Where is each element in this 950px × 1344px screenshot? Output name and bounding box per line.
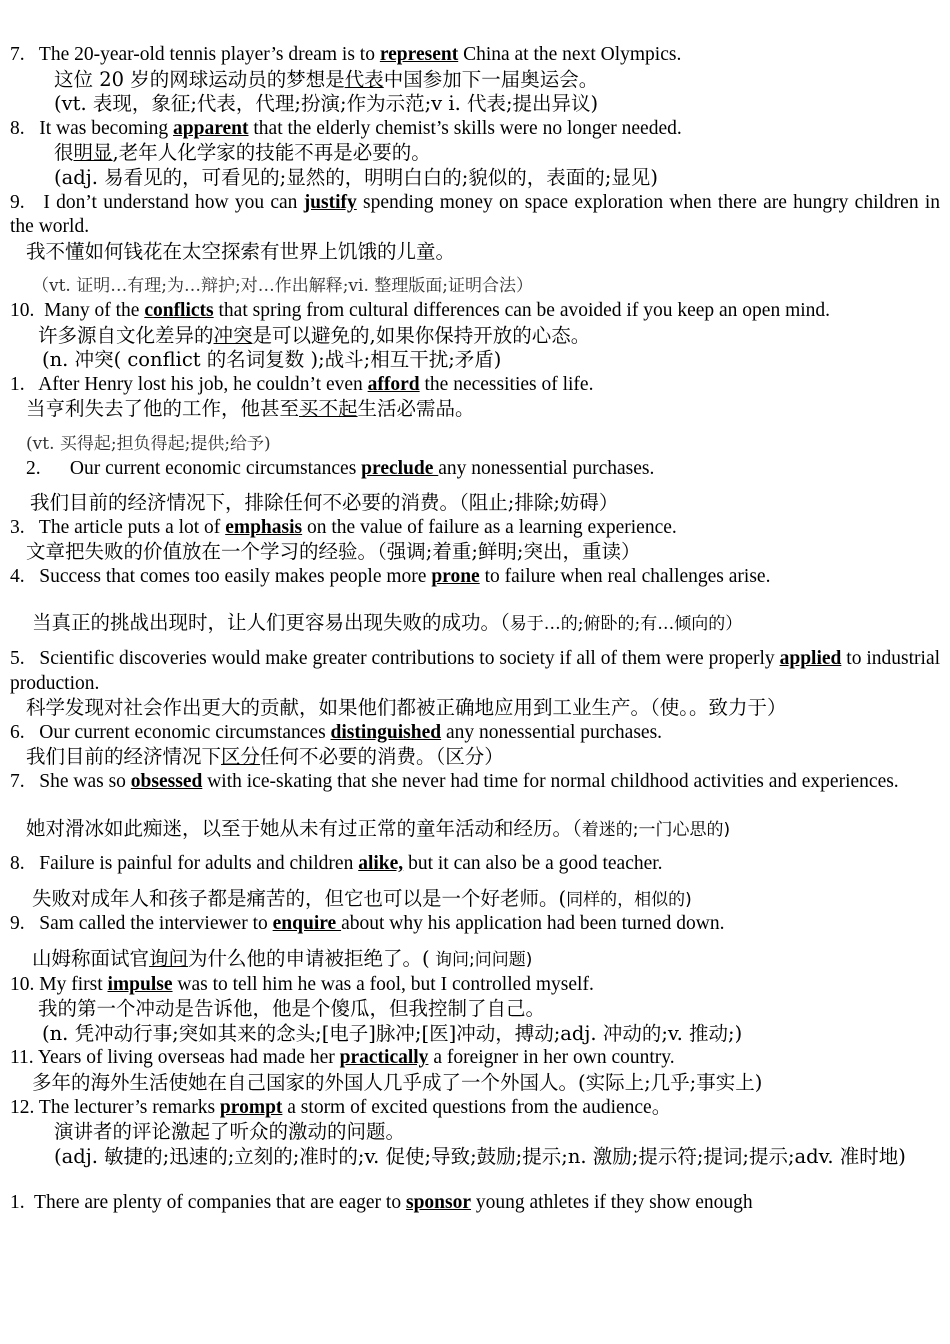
entry-sentence: 8. Failure is painful for adults and children alike, but it can also be a good teacher.: [10, 853, 663, 875]
entry-note: (n. 凭冲动行事;突如其来的念头;[电子]脉冲;[医]冲动，搏动;adj. 冲动的;v. 推动;): [42, 1021, 743, 1045]
keyword: represent: [379, 44, 459, 65]
keyword: impulse: [107, 973, 173, 995]
entry-translation: 多年的海外生活使她在自己国家的外国人几乎成了一个外国人。(实际上;几乎;事实上): [32, 1070, 763, 1094]
entry-translation: 我的第一个冲动是告诉他，他是个傻瓜，但我控制了自己。: [38, 997, 546, 1021]
entry-translation: 这位 20 岁的网球运动员的梦想是代表中国参加下一届奥运会。: [54, 67, 599, 91]
entry-note: (n. 冲突( conflict 的名词复数 );战斗;相互干扰;矛盾): [42, 348, 502, 372]
keyword: alike,: [358, 853, 404, 875]
entry-sentence: 10. Many of the conflicts that spring from cultural differences can be avoided if you keep an open mind.: [10, 299, 831, 321]
keyword: enquire: [272, 913, 342, 935]
entry-sentence: 7. She was so obsessed with ice-skating that she never had time for normal childhood activities and experiences.: [10, 771, 899, 793]
entry-translation: 当亨利失去了他的工作，他甚至买不起生活必需品。: [26, 397, 475, 421]
entry-sentence: 2. Our current economic circumstances preclude any nonessential purchases.: [26, 457, 655, 479]
keyword: sponsor: [405, 1192, 472, 1214]
keyword: applied: [779, 648, 842, 670]
entry-note: (adj. 敏捷的;迅速的;立刻的;准时的;v. 促使;导致;鼓励;提示;n. 激励;提示符;提词;提示;adv. 准时地): [54, 1144, 906, 1168]
entry-translation: 山姆称面试官询问为什么他的申请被拒绝了。( 询问;问问题): [32, 947, 533, 970]
entry-translation: 我们目前的经济情况下，排除任何不必要的消费。（阻止;排除;妨碍）: [30, 491, 619, 515]
entry-sentence: 9. Sam called the interviewer to enquire about why his application had been turned down.: [10, 913, 725, 935]
entry-note: (vt. 表现，象征;代表，代理;扮演;作为示范;v i. 代表;提出异议): [54, 92, 599, 116]
entry-sentence: 3. The article puts a lot of emphasis on the value of failure as a learning experience.: [10, 516, 677, 538]
entry-translation: 她对滑冰如此痴迷，以至于她从未有过正常的童年活动和经历。（着迷的;一门心思的): [26, 816, 731, 840]
entry-translation: 我们目前的经济情况下区分任何不必要的消费。（区分）: [26, 745, 504, 769]
keyword: conflicts: [144, 299, 214, 321]
entry-translation: 科学发现对社会作出更大的贡献，如果他们都被正确地应用到工业生产。（使。。致力于）: [26, 696, 787, 720]
keyword: obsessed: [130, 771, 203, 793]
entry-note: （vt. 证明…有理;为…辩护;对…作出解释;vi. 整理版面;证明合法）: [32, 276, 534, 297]
entry-note: (adj. 易看见的，可看见的;显然的，明明白白的;貌似的，表面的;显见): [54, 165, 658, 189]
keyword: prone: [431, 565, 480, 587]
keyword: practically: [339, 1047, 429, 1069]
entry-sentence: 8. It was becoming apparent that the elderly chemist’s skills were no longer needed.: [10, 117, 682, 139]
keyword: justify: [303, 191, 357, 213]
entry-translation: 当真正的挑战出现时，让人们更容易出现失败的成功。（易于…的;俯卧的;有…倾向的）: [32, 611, 743, 635]
entry-sentence: 9. I don’t understand how you can justify spending money on space exploration when there are hungry children in the world.: [10, 191, 945, 238]
entry-note: 询问;问问题): [429, 950, 533, 970]
entry-translation: 文章把失败的价值放在一个学习的经验。（强调;着重;鲜明;突出，重读）: [26, 540, 641, 564]
entry-sentence: 7. The 20-year-old tennis player’s dream is to represent China at the next Olympics.: [10, 44, 682, 65]
entry-sentence: 4. Success that comes too easily makes people more prone to failure when real challenges arise.: [10, 565, 771, 587]
keyword: apparent: [173, 117, 249, 139]
entry-translation: 失败对成年人和孩子都是痛苦的，但它也可以是一个好老师。(同样的，相似的): [32, 886, 692, 910]
keyword: prompt: [219, 1096, 283, 1118]
entry-note: (vt. 买得起;担负得起;提供;给予): [26, 433, 271, 454]
entry-sentence: 5. Scientific discoveries would make greater contributions to society if all of them were properly applied to industrial production.: [10, 648, 945, 694]
entry-translation: 很明显,老年人化学家的技能不再是必要的。: [54, 141, 431, 165]
keyword: preclude: [361, 457, 439, 479]
entry-translation: 我不懂如何钱花在太空探索有世界上饥饿的儿童。: [26, 239, 456, 263]
entry-sentence: 1. After Henry lost his job, he couldn’t even afford the necessities of life.: [10, 373, 594, 395]
entry-sentence: 1. There are plenty of companies that are eager to sponsor young athletes if they show enough: [10, 1192, 753, 1214]
entry-note: 着迷的;一门心思的): [581, 819, 731, 840]
keyword: emphasis: [225, 516, 303, 538]
entry-sentence: 6. Our current economic circumstances distinguished any nonessential purchases.: [10, 721, 663, 743]
entry-sentence: 12. The lecturer’s remarks prompt a storm of excited questions from the audience。: [10, 1096, 672, 1118]
entry-sentence: 10. My first impulse was to tell him he was a fool, but I controlled myself.: [10, 973, 594, 995]
keyword: distinguished: [330, 721, 442, 743]
keyword: afford: [367, 373, 420, 395]
entry-note: 易于…的;俯卧的;有…倾向的）: [509, 614, 743, 635]
entry-note: 同样的，相似的): [566, 889, 692, 910]
entry-translation: 许多源自文化差异的冲突是可以避免的,如果你保持开放的心态。: [38, 323, 591, 347]
entry-translation: 演讲者的评论激起了听众的激动的问题。: [54, 1120, 406, 1144]
entry-sentence: 11. Years of living overseas had made her practically a foreigner in her own country.: [10, 1047, 675, 1069]
